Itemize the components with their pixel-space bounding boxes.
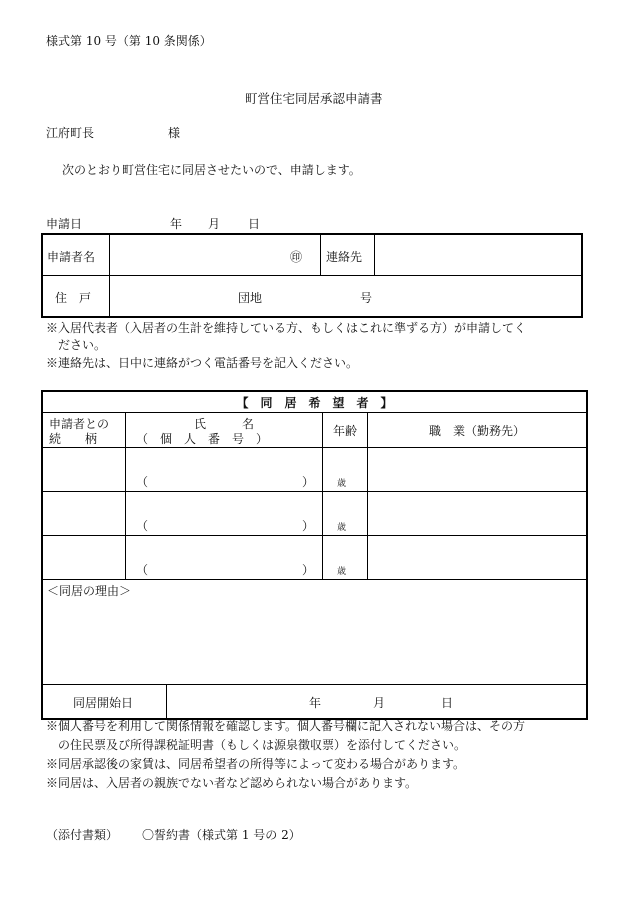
job-field[interactable] [368,492,588,536]
start-date-label: 同居開始日 [73,696,134,710]
addressee-suffix: 様 [168,126,181,140]
start-date-month: 月 [373,696,386,710]
page-title: 町営住宅同居承認申請書 [245,91,383,106]
paren-close: ） [302,475,315,489]
age-field[interactable] [323,536,368,580]
paren-close: ） [302,563,315,577]
age-field[interactable] [323,448,368,492]
start-date-year: 年 [309,696,322,710]
name-header-1: 氏 名 [194,417,255,431]
applicant-name-label: 申請者名 [47,250,96,264]
applicant-name-field[interactable] [110,234,321,276]
gou-label: 号 [360,291,373,305]
age-unit: 歳 [337,523,347,533]
note-bottom-3: ※同居承認後の家賃は、同居希望者の所得等によって変わる場合があります。 [46,757,466,771]
cohabitant-row [42,536,587,580]
name-field[interactable] [126,448,323,492]
note-top-3: ※連絡先は、日中に連絡がつく電話番号を記入ください。 [46,356,359,370]
application-date-month: 月 [208,217,221,231]
cohabitant-header: 【 同 居 希 望 者 】 [236,395,393,410]
danchi-label: 団地 [238,291,263,305]
contact-label-cell [321,234,375,276]
name-header-2: （ 個 人 番 号 ） [136,432,269,446]
job-field[interactable] [368,448,588,492]
job-header-label: 職 業（勤務先） [428,423,525,438]
address-label: 住 戸 [55,291,92,305]
cohabitant-row [42,492,587,536]
relation-field[interactable] [42,492,126,536]
age-unit: 歳 [337,567,347,577]
application-date-year: 年 [170,217,183,231]
paren-open: （ [136,475,149,489]
name-field[interactable] [126,492,323,536]
cohabitant-row [42,448,587,492]
age-field[interactable] [323,492,368,536]
relation-header-2: 続 柄 [49,432,98,446]
paren-open: （ [136,519,149,533]
name-field[interactable] [126,536,323,580]
note-bottom-2: の住民票及び所得課税証明書（もしくは源泉徴収票）を添付してください。 [46,738,467,752]
relation-header-1: 申請者との [49,417,110,431]
applicant-name-label-cell [42,234,110,276]
address-field[interactable] [110,276,583,318]
note-bottom-1: ※個人番号を利用して関係情報を確認します。個人番号欄に記入されない場合は、その方 [46,719,526,733]
attachments-label: （添付書類） [46,828,119,842]
application-date-day: 日 [248,217,261,231]
reason-field[interactable] [42,580,587,685]
note-top-1: ※入居代表者（入居者の生計を維持している方、もしくはこれに準ずる方）が申請してく [46,321,527,335]
cohabitant-header-cell [42,391,587,413]
statement: 次のとおり町営住宅に同居させたいので、申請します。 [62,163,361,177]
seal-mark: ㊞ [290,250,303,264]
age-header-label: 年齢 [332,423,357,438]
applicant-table [41,233,583,318]
reason-label: ＜同居の理由＞ [47,584,132,598]
form-number: 様式第 10 号（第 10 条関係） [46,34,212,48]
contact-field[interactable] [375,234,583,276]
job-field[interactable] [368,536,588,580]
relation-header [42,413,126,448]
age-header [323,413,368,448]
cohabitant-table [41,390,588,720]
contact-label: 連絡先 [326,250,363,264]
name-header [126,413,323,448]
address-label-cell [42,276,110,318]
job-header [368,413,588,448]
addressee: 江府町長 [46,126,95,140]
note-top-2: ださい。 [46,338,107,352]
relation-field[interactable] [42,536,126,580]
paren-open: （ [136,563,149,577]
application-date-label: 申請日 [46,217,83,231]
age-unit: 歳 [337,479,347,489]
relation-field[interactable] [42,448,126,492]
start-date-day: 日 [441,696,454,710]
start-date-row [42,685,587,720]
attachments-item: 〇誓約書（様式第 1 号の 2） [142,828,301,842]
note-bottom-4: ※同居は、入居者の親族でない者など認められない場合があります。 [46,776,418,790]
paren-close: ） [302,519,315,533]
